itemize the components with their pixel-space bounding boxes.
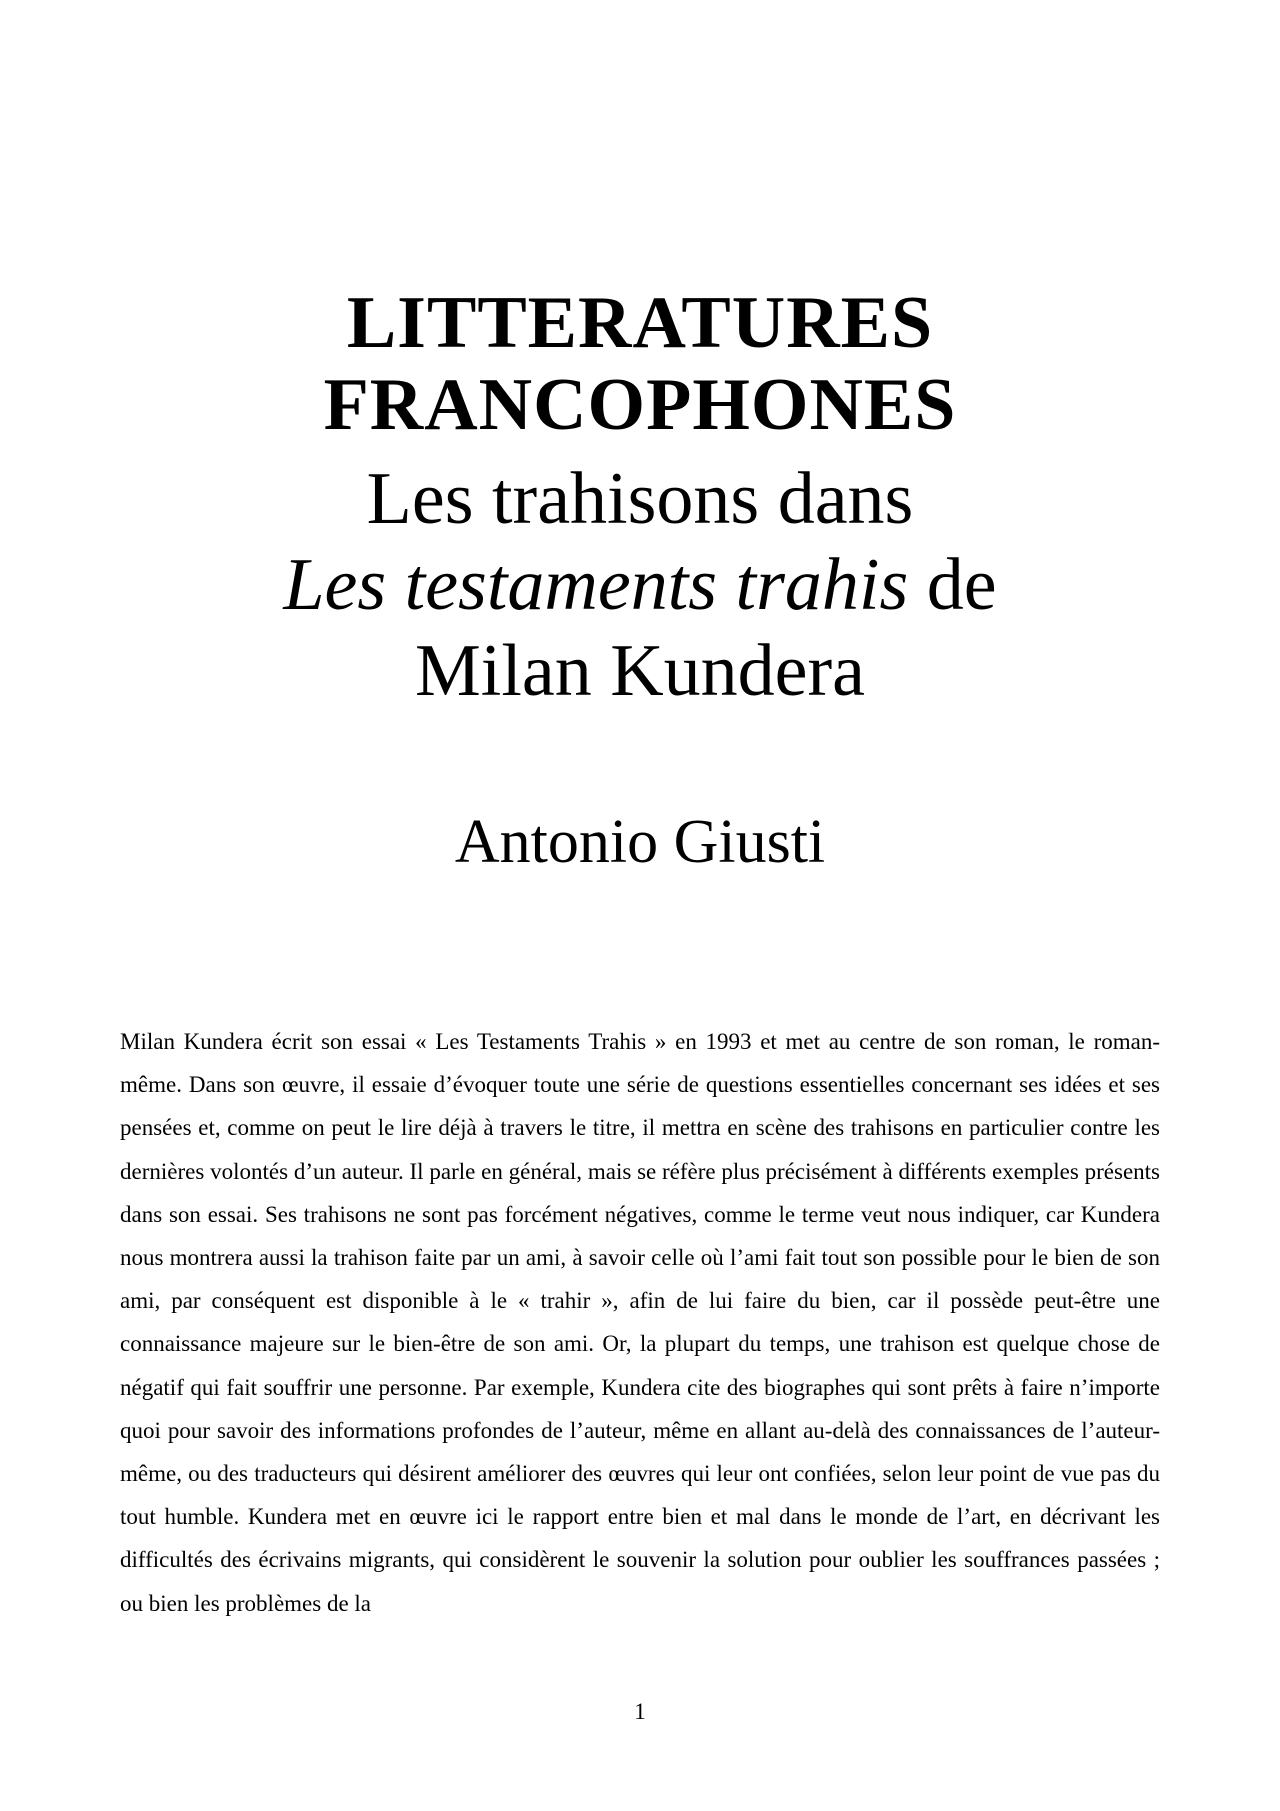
subtitle-line-3: Milan Kundera: [414, 630, 866, 712]
main-title-line-2: FRANCOPHONES: [323, 364, 957, 446]
subtitle-connector: de: [908, 544, 997, 626]
title-block: [0, 282, 1280, 714]
main-title-line-1: LITTERATURES: [346, 282, 934, 364]
book-title-italic: Les testaments trahis: [283, 544, 909, 626]
subtitle: [0, 456, 1280, 714]
subtitle-line-2: [0, 542, 1280, 628]
main-title: [0, 282, 1280, 446]
body-paragraph: Milan Kundera écrit son essai « Les Testaments Trahis » en 1993 et met au centre de son roman, le roman-même. Dans son œuvre, il essaie d’évoquer toute une série de questions essentielles concernant ses idées et ses pensées et, comme on peut le lire déjà à travers le titre, il mettra en scène des trahisons en particulier contre les dernières volontés d’un auteur. Il parle en général, mais se réfère plus précisément à différents exemples présents dans son essai. Ses trahisons ne sont pas forcément négatives, comme le terme veut nous indiquer, car Kundera nous montrera aussi la trahison faite par un ami, à savoir celle où l’ami fait tout son possible pour le bien de son ami, par conséquent est disponible à le « trahir », afin de lui faire du bien, car il possède peut-être une connaissance majeure sur le bien-être de son ami. Or, la plupart du temps, une trahison est quelque chose de négatif qui fait souffrir une personne. Par exemple, Kundera cite des biographes qui sont prêts à faire n’importe quoi pour savoir des informations profondes de l’auteur, même en allant au-delà des connaissances de l’auteur-même, ou des traducteurs qui désirent améliorer des œuvres qui leur ont confiées, selon leur point de vue pas du tout humble. Kundera met en œuvre ici le rapport entre bien et mal dans le monde de l’art, en décrivant les difficultés des écrivains migrants, qui considèrent le souvenir la solution pour oublier les souffrances passées ; ou bien les problèmes de la: [120, 1029, 1160, 1616]
subtitle-line-1: Les trahisons dans: [366, 458, 914, 540]
author-name: Antonio Giusti: [454, 808, 826, 876]
page-number: 1: [634, 1699, 646, 1724]
